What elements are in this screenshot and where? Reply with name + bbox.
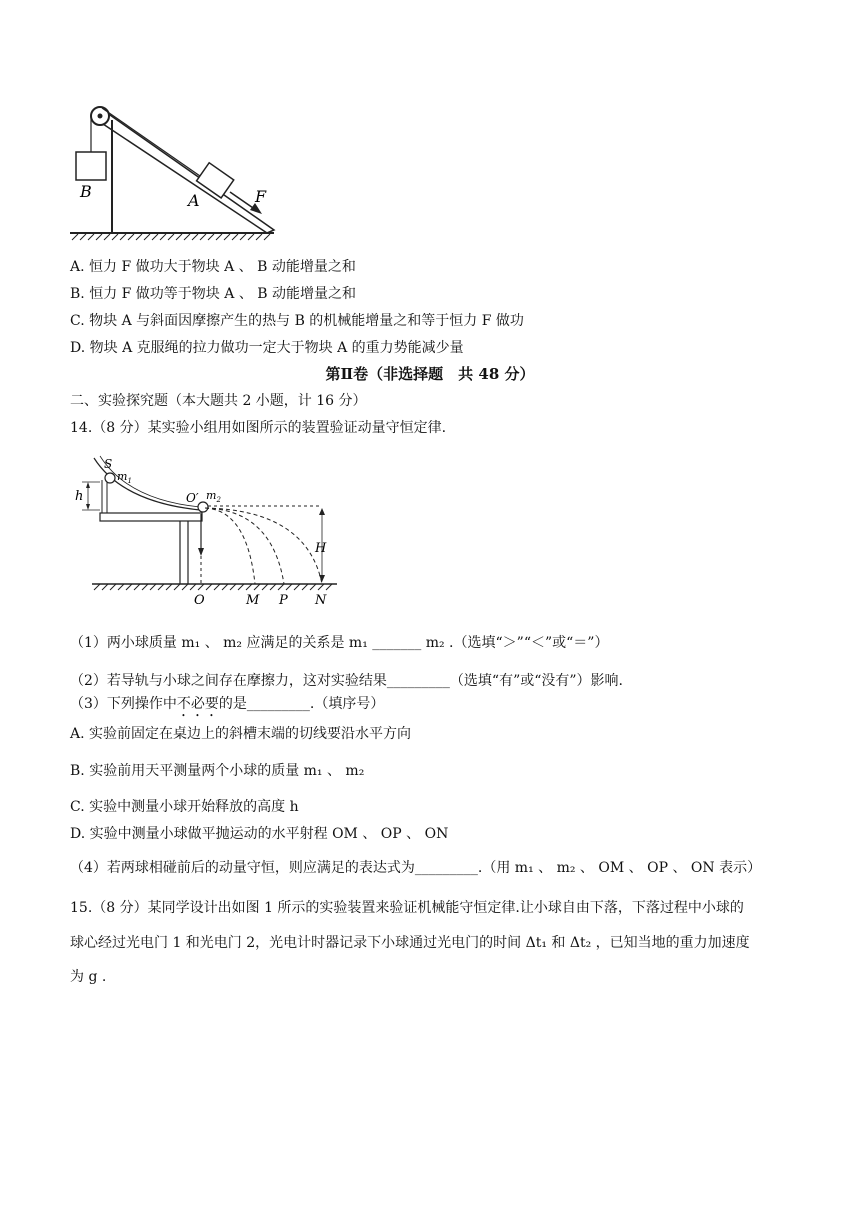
momentum-apparatus-figure bbox=[72, 452, 352, 612]
q14-option-a: A. 实验前固定在桌边上的斜槽末端的切线要沿水平方向 bbox=[70, 726, 412, 742]
q14-intro: 14.（8 分）某实验小组用如图所示的装置验证动量守恒定律. bbox=[70, 420, 447, 436]
label-h: h bbox=[75, 489, 84, 504]
label-A: A bbox=[188, 191, 200, 210]
q13-option-c: C. 物块 A 与斜面因摩擦产生的热与 B 的机械能增量之和等于恒力 F 做功 bbox=[70, 313, 524, 329]
incline-board bbox=[100, 108, 274, 233]
label-B: B bbox=[80, 182, 92, 201]
label-S: S bbox=[104, 457, 113, 471]
q15-line-2: 球心经过光电门 1 和光电门 2，光电计时器记录下小球通过光电门的时间 Δt₁ 和 Δt₂ ，已知当地的重力加速度 bbox=[70, 935, 750, 951]
label-N: N bbox=[315, 593, 327, 608]
ball-m1 bbox=[105, 473, 115, 483]
label-m1: $m_1$ bbox=[117, 470, 132, 485]
q14-part3-prefix: （3）下列操作中 bbox=[70, 696, 177, 712]
trajectory-P bbox=[205, 508, 284, 584]
q14-part1: （1）两小球质量 m₁ 、 m₂ 应满足的关系是 m₁ _______ m₂ .（选填“＞”“＜”或“＝”） bbox=[70, 635, 609, 651]
q15-line-3: 为 g . bbox=[70, 969, 107, 985]
table-top bbox=[100, 513, 202, 521]
q14-option-d: D. 实验中测量小球做平抛运动的水平射程 OM 、 OP 、 ON bbox=[70, 826, 449, 842]
pulley-axle bbox=[98, 114, 103, 119]
label-m2: $m_2$ bbox=[206, 489, 221, 504]
label-O-prime: O′ bbox=[186, 491, 199, 505]
label-O: O bbox=[194, 593, 205, 608]
rope-to-A bbox=[102, 108, 200, 176]
q13-option-d: D. 物块 A 克服绳的拉力做功一定大于物块 A 的重力势能减少量 bbox=[70, 340, 464, 356]
block-B bbox=[76, 152, 106, 180]
q14-part3-emphasis: 不必要 bbox=[176, 696, 219, 712]
section-heading: 二、实验探究题（本大题共 2 小题，计 16 分） bbox=[70, 393, 367, 409]
label-H: H bbox=[315, 541, 327, 556]
q14-part4: （4）若两球相碰前后的动量守恒，则应满足的表达式为_________.（用 m₁ 、 m₂ 、 OM 、 OP 、 ON 表示） bbox=[70, 860, 762, 876]
label-M: M bbox=[246, 593, 260, 608]
block-A bbox=[197, 163, 234, 198]
q14-part3-suffix: 的是_________.（填序号） bbox=[218, 696, 385, 712]
ground-hatching bbox=[92, 584, 337, 590]
q13-option-a: A. 恒力 F 做功大于物块 A 、 B 动能增量之和 bbox=[70, 259, 356, 275]
section-title: 第Ⅱ卷（非选择题 共 48 分） bbox=[325, 365, 535, 383]
ground-hatching bbox=[70, 233, 274, 240]
trajectory-N bbox=[205, 508, 322, 584]
q14-part2: （2）若导轨与小球之间存在摩擦力，这对实验结果_________（选填“有”或“没有”）影响. bbox=[70, 673, 623, 689]
q14-part3 bbox=[70, 694, 384, 720]
q13-option-b: B. 恒力 F 做功等于物块 A 、 B 动能增量之和 bbox=[70, 286, 357, 302]
q14-option-c: C. 实验中测量小球开始释放的高度 h bbox=[70, 799, 299, 815]
label-P: P bbox=[279, 593, 288, 608]
incline-pulley-figure bbox=[62, 100, 282, 245]
label-F: F bbox=[255, 187, 267, 206]
q14-option-b: B. 实验前用天平测量两个小球的质量 m₁ 、 m₂ bbox=[70, 763, 365, 779]
q15-line-1: 15.（8 分）某同学设计出如图 1 所示的实验装置来验证机械能守恒定律.让小球自由下落，下落过程中小球的 bbox=[70, 900, 744, 916]
ball-m2 bbox=[198, 502, 208, 512]
